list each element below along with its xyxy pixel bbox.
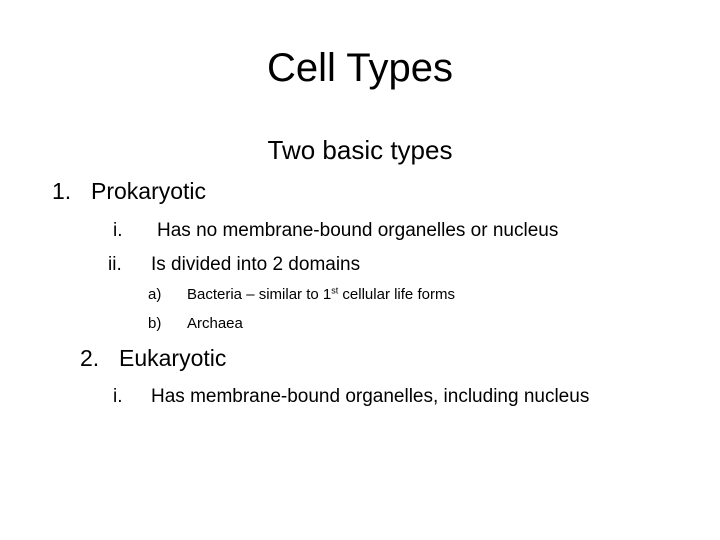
sub-item-eukaryotic-1 <box>0 385 720 409</box>
sub-sub-item-archaea <box>0 314 720 334</box>
list-number: 2. <box>80 345 100 371</box>
slide-subtitle: Two basic types <box>267 135 453 165</box>
sub-sub-item-text: Archaea <box>187 315 243 332</box>
list-item-prokaryotic <box>0 177 720 205</box>
sub-sub-item-text <box>187 285 455 305</box>
list-number: 1. <box>52 178 72 204</box>
sub-item-text: Is divided into 2 domains <box>151 254 361 275</box>
sub-sub-item-bacteria <box>0 285 720 305</box>
sub-item-number: i. <box>113 220 123 241</box>
sub-item-prokaryotic-1 <box>0 219 720 243</box>
superscript: st <box>331 285 339 296</box>
sub-item-text: Has membrane-bound organelles, including nucleus <box>151 386 590 407</box>
text-part: Bacteria – similar to 1 <box>187 286 332 303</box>
sub-item-number: i. <box>113 386 123 407</box>
sub-sub-item-number: a) <box>148 286 162 303</box>
sub-sub-item-number: b) <box>148 315 162 332</box>
sub-item-prokaryotic-2 <box>0 253 720 277</box>
text-part: cellular life forms <box>338 286 455 303</box>
list-item-label: Eukaryotic <box>119 345 227 371</box>
list-item-label: Prokaryotic <box>91 178 207 204</box>
list-item-eukaryotic <box>0 344 720 372</box>
slide-title: Cell Types <box>266 46 453 90</box>
sub-item-number: ii. <box>108 254 122 275</box>
sub-item-text: Has no membrane-bound organelles or nucleus <box>157 220 559 241</box>
